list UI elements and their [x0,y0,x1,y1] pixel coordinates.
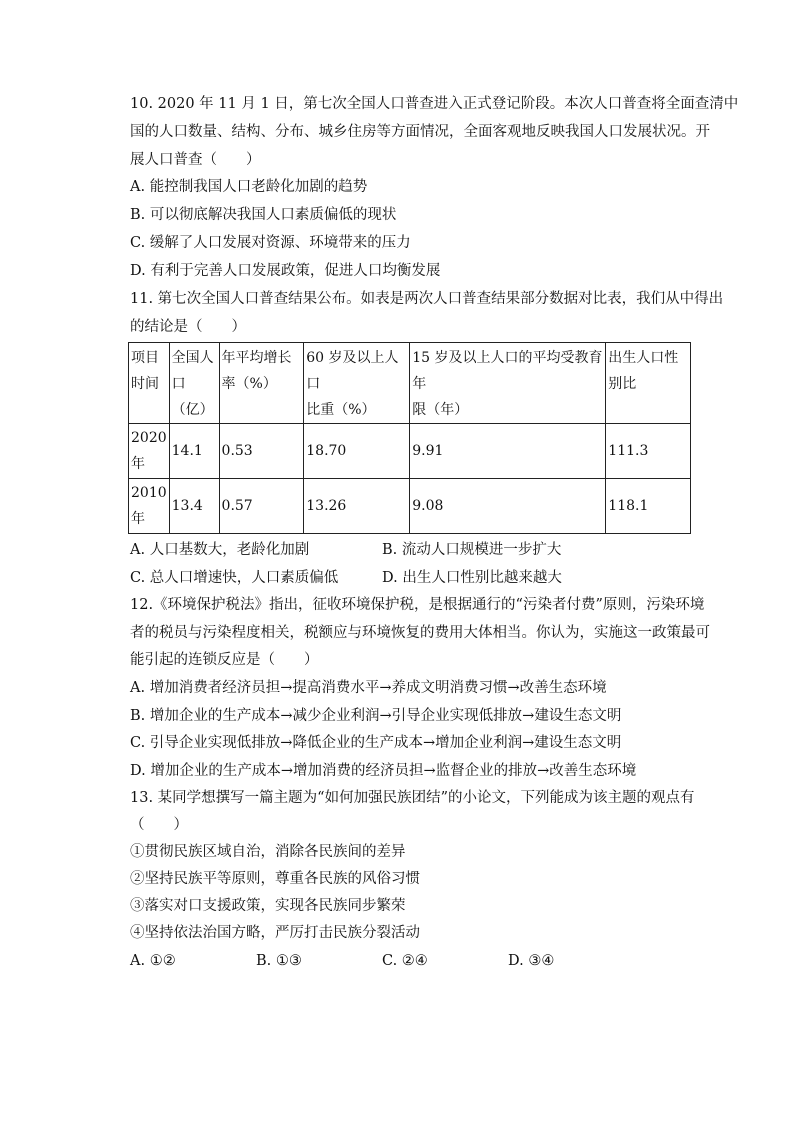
q13-option-a: A. ①② [130,953,176,969]
header-cell-item: 项目 时间 [129,343,170,424]
table-cell: 9.91 [410,424,606,479]
table-row [129,479,691,534]
q11-stem-line-2: 的结论是（ ） [130,319,246,335]
table-cell: 14.1 [169,424,219,479]
table-cell: 13.26 [304,479,410,534]
q11-option-a: A. 人口基数大，老龄化加剧 [130,542,310,558]
q12-stem-line-2: 者的税员与污染程度相关，税额应与环境恢复的费用大体相当。你认为，实施这一政策最可 [130,625,710,641]
q10-stem-line-3: 展人口普查（ ） [130,152,261,168]
q12-option-b: B. 增加企业的生产成本→减少企业利润→引导企业实现低排放→建设生态文明 [130,708,622,724]
table-cell: 18.70 [304,424,410,479]
q13-statement-1: ①贯彻民族区域自治，消除各民族间的差异 [130,844,406,860]
q13-option-d: D. ③④ [508,953,555,969]
q11-option-d: D. 出生人口性别比越来越大 [382,570,562,586]
q10-option-d: D. 有利于完善人口发展政策，促进人口均衡发展 [130,263,441,279]
table-cell: 118.1 [606,479,691,534]
q13-statement-2: ②坚持民族平等原则，尊重各民族的风俗习惯 [130,871,420,887]
q10-option-a: A. 能控制我国人口老龄化加剧的趋势 [130,179,368,195]
q12-option-c: C. 引导企业实现低排放→降低企业的生产成本→增加企业利润→建设生态文明 [130,735,622,751]
q13-option-b: B. ①③ [256,953,302,969]
q11-option-b: B. 流动人口规模进一步扩大 [382,542,562,558]
header-cell-population: 全国人 口（亿） [169,343,219,424]
q13-statement-3: ③落实对口支援政策，实现各民族同步繁荣 [130,898,406,914]
header-cell-growth-rate: 年平均增长 率（%） [219,343,304,424]
q13-option-c: C. ②④ [382,953,428,969]
q11-stem-line-1: 11. 第七次全国人口普查结果公布。如表是两次人口普查结果部分数据对比表，我们从中得出 [130,291,724,307]
q11-option-c: C. 总人口增速快，人口素质偏低 [130,570,339,586]
q12-stem-line-3: 能引起的连锁反应是（ ） [130,652,319,668]
q13-stem-line-2: （ ） [130,817,188,833]
table-cell: 13.4 [169,479,219,534]
header-cell-sex-ratio: 出生人口性 别比 [606,343,691,424]
header-cell-aged-60-share: 60 岁及以上人口 比重（%） [304,343,410,424]
table-row [129,424,691,479]
table-cell: 0.53 [219,424,304,479]
table-cell: 9.08 [410,479,606,534]
q10-stem-line-1: 10. 2020 年 11 月 1 日，第七次全国人口普查进入正式登记阶段。本次人口普查将全面查清中 [130,96,739,112]
table-cell: 111.3 [606,424,691,479]
q12-stem-line-1: 12.《环境保护税法》指出，征收环境保护税，是根据通行的“污染者付费”原则，污染环境 [130,597,705,613]
census-comparison-table [128,342,691,534]
q13-stem-line-1: 13. 某同学想撰写一篇主题为“如何加强民族团结”的小论文，下列能成为该主题的观点有 [130,790,695,806]
q10-option-c: C. 缓解了人口发展对资源、环境带来的压力 [130,235,411,251]
year-cell: 2010 年 [129,479,170,534]
year-cell: 2020 年 [129,424,170,479]
q13-statement-4: ④坚持依法治国方略，严厉打击民族分裂活动 [130,925,420,941]
q12-option-a: A. 增加消费者经济员担→提高消费水平→养成文明消费习惯→改善生态环境 [130,680,607,696]
header-cell-education-years: 15 岁及以上人口的平均受教育年 限（年） [410,343,606,424]
table-cell: 0.57 [219,479,304,534]
q10-option-b: B. 可以彻底解决我国人口素质偏低的现状 [130,207,397,223]
q10-stem-line-2: 国的人口数量、结构、分布、城乡住房等方面情况，全面客观地反映我国人口发展状况。开 [130,124,710,140]
q12-option-d: D. 增加企业的生产成本→增加消费的经济员担→监督企业的排放→改善生态环境 [130,763,637,779]
table-header-row [129,343,691,424]
